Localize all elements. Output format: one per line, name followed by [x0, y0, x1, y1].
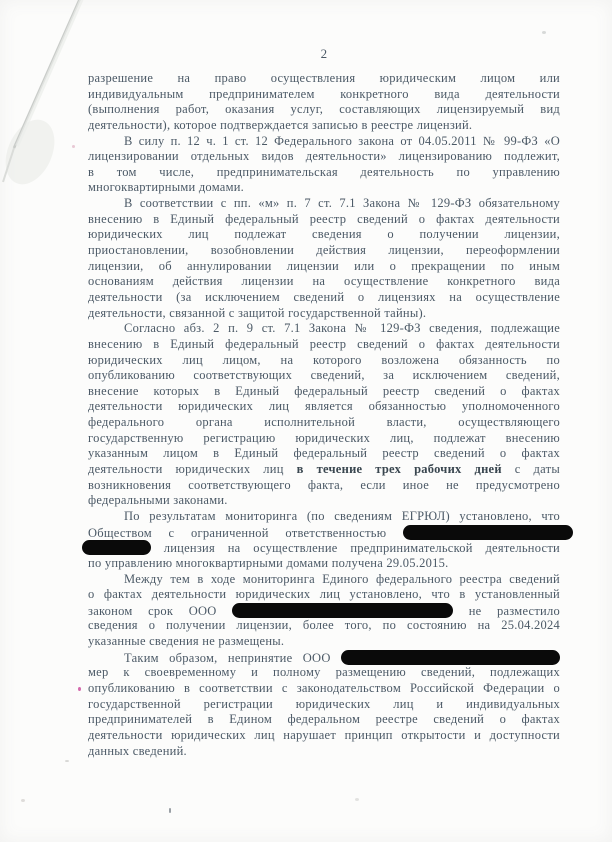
text-line: указанные сведения не размещены.: [88, 634, 285, 649]
text-line: юридических лиц лицом, на которого возложена обязанность по: [88, 352, 560, 367]
text-line: В соответствии с пп. «м» п. 7 ст. 7.1 Закона № 129-ФЗ обязательному: [124, 196, 560, 211]
scan-speck: [72, 145, 75, 148]
text-line: разрешение на право осуществления юридическим лицом или: [88, 71, 560, 85]
text-line: сведения о получении лицензии, более того, по состоянию на 25.04.2024: [88, 618, 560, 633]
paragraph: [88, 71, 560, 134]
text-line: опубликованию соответствующих сведений, за исключением сведений,: [88, 368, 560, 383]
text-line: В силу п. 12 ч. 1 ст. 12 Федерального закона от 04.05.2011 № 99-ФЗ «О: [124, 133, 560, 148]
text-line: основаниям действия лицензии на осуществление конкретного вида: [88, 274, 560, 289]
scan-speck: [65, 760, 69, 762]
text-line: деятельности юридических лиц в течение трех рабочих дней с даты: [88, 462, 560, 477]
text-line: предпринимателей в Едином федеральном реестре сведений о фактах: [88, 712, 560, 727]
text-line: По результатам мониторинга (по сведениям ЕГРЮЛ) установлено, что: [124, 508, 560, 523]
redaction-bar: [403, 525, 573, 540]
text-line: Обществом с ограниченной ответственностью: [88, 525, 560, 541]
redaction-bar: [341, 650, 560, 665]
paragraph: [88, 196, 560, 321]
text-line: федеральными законами.: [88, 493, 228, 508]
text-line: (выполнения работ, оказания услуг, составляющих лицензируемый вид: [88, 102, 560, 117]
text-line: многоквартирными домами.: [88, 180, 245, 195]
text-line: Между тем в ходе мониторинга Единого федерального реестра сведений: [124, 571, 560, 586]
text-line: деятельности (за исключением сведений о лицензиях на осуществление: [88, 289, 560, 304]
text-line: государственной регистрации юридических лиц и индивидуальных: [88, 696, 560, 711]
redaction-bar: [82, 540, 151, 555]
text-line: законом срок ООО не разместило: [88, 603, 560, 618]
scan-speck: [21, 799, 25, 802]
text-line: деятельности, связанной с защитой государственной тайны).: [88, 305, 427, 320]
page-number: 2: [320, 46, 328, 61]
text-line: лицензия на осуществление предпринимательской деятельности: [88, 540, 560, 556]
scan-speck-magenta: [78, 687, 81, 691]
text-line: приостановлении, возобновлении действия лицензии, переоформлении: [88, 243, 560, 258]
text-line: Согласно абз. 2 п. 9 ст. 7.1 Закона № 129-ФЗ сведения, подлежащие: [124, 321, 560, 336]
paragraph: [88, 572, 560, 650]
text-line: внесению в Единый федеральный реестр сведений о фактах деятельности: [88, 211, 560, 226]
text-line: Таким образом, непринятие ООО: [88, 650, 560, 666]
text-line: в том числе, предпринимательская деятельность по управлению: [88, 164, 560, 179]
text-line: индивидуальным предпринимателем конкретного вида деятельности: [88, 86, 560, 101]
text-line: юридических лиц подлежат сведения о получении лицензии,: [88, 227, 560, 242]
text-line: внесение которых в Единый федеральный реестр сведений о фактах: [88, 383, 560, 398]
redaction-bar: [232, 603, 453, 618]
text-line: деятельности), которое подтверждается записью в реестре лицензий.: [88, 117, 473, 132]
text-line: возникновения соответствующего факта, если иное не предусмотрено: [88, 477, 560, 492]
scan-speck: [355, 798, 359, 801]
text-line: указанным лицом в Единый федеральный реестр сведений о фактах: [88, 446, 560, 461]
text-line: лицензировании отдельных видов деятельности» лицензированию подлежит,: [88, 149, 560, 164]
text-body: [88, 71, 560, 759]
text-line: федерального органа исполнительной власти, осуществляющего: [88, 415, 560, 430]
text-line: мер к своевременному и полному размещению сведений, подлежащих: [88, 665, 560, 680]
text-line: по управлению многоквартирными домами получена 29.05.2015.: [88, 555, 449, 570]
text-line: деятельности юридических лиц нарушает принцип открытости и доступности: [88, 727, 560, 742]
text-line: лицензии, об аннулировании лицензии или о прекращении по иным: [88, 258, 560, 273]
text-line: государственную регистрацию юридических лиц, подлежат внесению: [88, 430, 560, 445]
paragraph: [88, 509, 560, 572]
text-line: деятельности юридических лиц является обязанностью уполномоченного: [88, 399, 560, 414]
scan-speck: [169, 808, 171, 813]
bold-text: в течение трех рабочих дней: [296, 462, 502, 477]
text-line: внесению в Единый федеральный реестр сведений о фактах деятельности: [88, 336, 560, 351]
paragraph: [88, 650, 560, 759]
paragraph: [88, 321, 560, 509]
scan-speck: [542, 31, 546, 34]
paragraph: [88, 134, 560, 197]
text-line: о фактах деятельности юридических лиц установлено, что в установленный: [88, 587, 560, 602]
text-line: данных сведений.: [88, 743, 187, 758]
text-line: опубликованию в соответствии с законодательством Российской Федерации о: [88, 680, 560, 695]
